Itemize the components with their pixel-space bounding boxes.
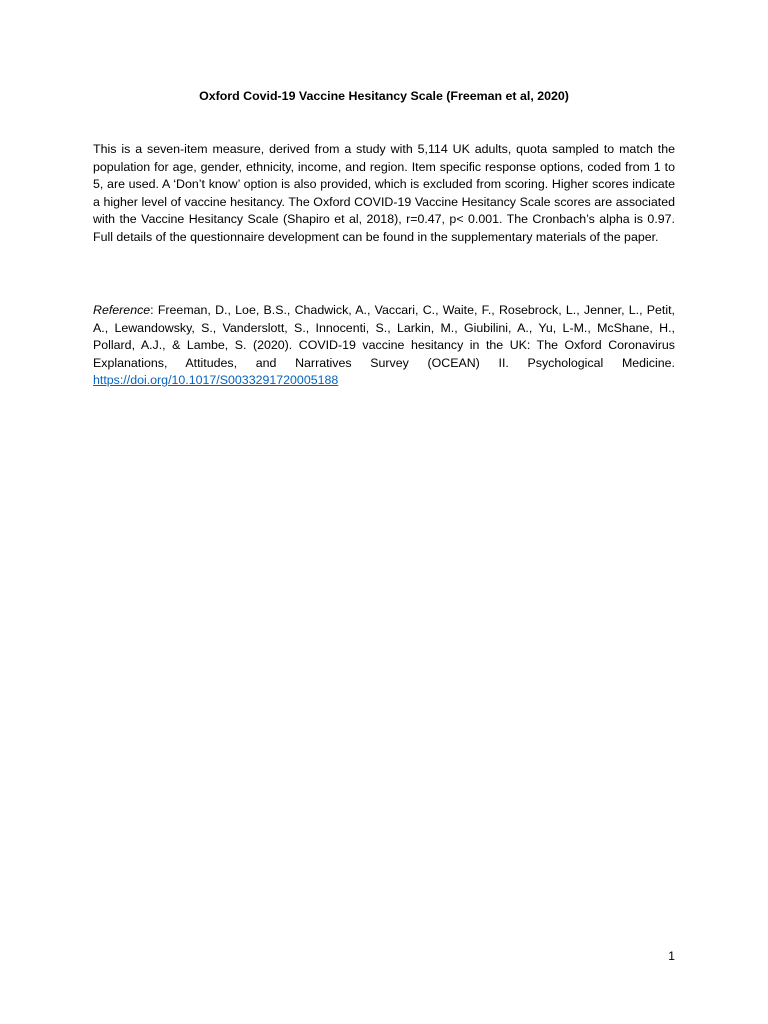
document-title: Oxford Covid-19 Vaccine Hesitancy Scale (Freeman et al, 2020) — [199, 89, 569, 103]
reference-paragraph — [93, 302, 675, 390]
page-number: 1 — [668, 949, 675, 963]
intro-paragraph: This is a seven-item measure, derived from a study with 5,114 UK adults, quota sampled to match the population for age, gender, ethnicity, income, and region. Item specific response options, coded from 1 to 5, are used. A ‘Don’t know’ option is also provided, which is excluded from scoring. Higher scores indicate a higher level of vaccine hesitancy. The Oxford COVID-19 Vaccine Hesitancy Scale scores are associated with the Vaccine Hesitancy Scale (Shapiro et al, 2018), r=0.47, p< 0.001. The Cronbach’s alpha is 0.97. Full details of the questionnaire development can be found in the supplementary materials of the paper. — [93, 142, 675, 244]
doi-link[interactable]: https://doi.org/10.1017/S0033291720005188 — [93, 373, 339, 388]
reference-separator: : — [150, 303, 158, 317]
reference-label: Reference — [93, 303, 151, 317]
reference-text: Freeman, D., Loe, B.S., Chadwick, A., Vaccari, C., Waite, F., Rosebrock, L., Jenner, L., Petit, A., Lewandowsky, S., Vanderslott, S., Innocenti, S., Larkin, M., Giubilini, A., Yu, L-M., McShane, H., Pollard, A.J., & Lambe, S. (2020). COVID-19 vaccine hesitancy in the UK: The Oxford Coronavirus Explanations, Attitudes, and Narratives Survey (OCEAN) II. Psychological Medicine. — [93, 303, 675, 370]
